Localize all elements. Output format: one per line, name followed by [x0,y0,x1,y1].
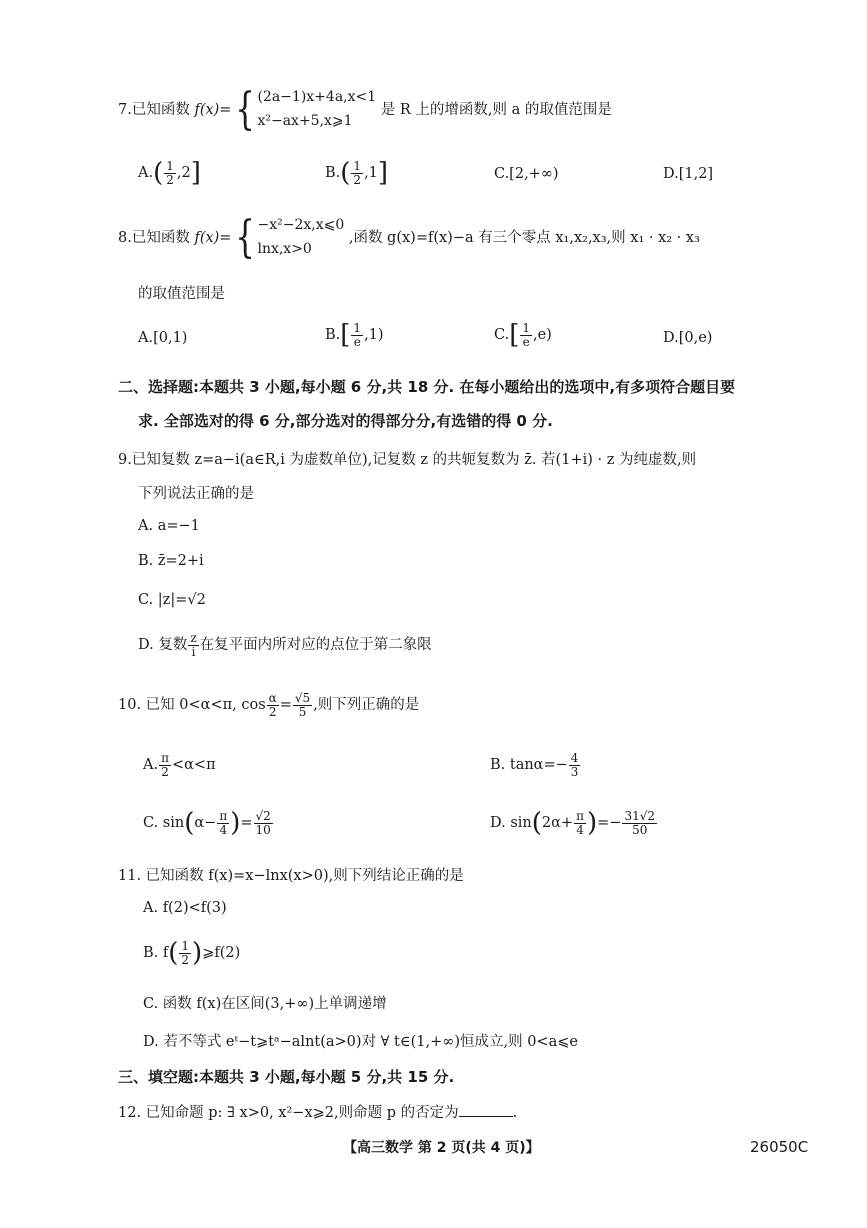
q8-case2: lnx,x>0 [257,240,312,257]
fraction [293,692,312,718]
paren: ) [192,938,203,969]
q9-option-b: B. z̄=2+i [138,553,204,569]
stem-prefix: 10. 已知 0<α<π, cos [118,697,266,714]
q9-option-d [138,632,432,658]
denominator: 2 [166,172,174,187]
numerator: 1 [353,159,362,173]
option-rest: ,2 [176,165,191,182]
numerator: π [219,809,228,823]
stem-end: . [512,1105,518,1121]
fraction [351,322,363,348]
q7-case1: (2a−1)x+4a,x<1 [257,89,377,105]
denominator: 2 [268,704,277,719]
section2-line2: 求. 全部选对的得 6 分,部分选对的得部分分,有选错的得 0 分. [138,412,553,430]
option-label: C. [494,327,510,344]
q8-suffix: ,函数 g(x)=f(x)−a 有三个零点 x₁,x₂,x₃,则 x₁ · x₂ · x₃ [348,229,700,246]
q8-option-b [325,320,384,351]
q11-option-d: D. 若不等式 eᵗ−t⩾tᵃ−alnt(a>0)对 ∀ t∈(1,+∞)恒成立,则 0<a⩽e [143,1034,578,1050]
paren: ( [184,808,195,839]
fraction [254,810,273,836]
option-prefix: D. sin [490,815,532,832]
denominator: 2 [353,172,362,187]
bracket: ] [190,158,201,189]
q11-option-c: C. 函数 f(x)在区间(3,+∞)上单调递增 [143,996,387,1012]
numerator: 4 [570,751,579,765]
q7-brace: { [235,83,256,135]
option-post: 在复平面内所对应的点位于第二象限 [199,637,432,654]
bracket: [ [509,320,520,351]
option-prefix: B. tanα=− [490,757,568,774]
denominator: e [522,334,530,349]
option-prefix: D. 复数 [138,637,188,654]
q7-option-c: C.[2,+∞) [494,166,559,182]
fraction [622,810,657,836]
q8-cases [257,214,344,262]
option-post: <α<π [171,757,216,774]
fraction [569,752,581,778]
denominator: 2 [181,952,190,967]
fraction [188,632,198,658]
denominator: 50 [632,822,648,837]
denominator: 4 [576,822,584,837]
bracket: ] [377,158,389,189]
exam-code: 26050C [750,1138,809,1156]
q10-stem [118,692,419,718]
paren: ( [153,158,164,189]
stem-text: 12. 已知命题 p: ∃ x>0, x²−x⩾2,则命题 p 的否定为 [118,1105,459,1121]
q8-option-a: A.[0,1) [138,330,188,346]
q11-stem: 11. 已知函数 f(x)=x−lnx(x>0),则下列结论正确的是 [118,868,464,884]
q10-option-d [490,808,658,839]
section3-heading: 三、填空题:本题共 3 小题,每小题 5 分,共 15 分. [118,1068,455,1086]
option-label: B. [325,165,341,182]
fraction [217,810,229,836]
q9-stem-line1: 9.已知复数 z=a−i(a∈R,i 为虚数单位),记复数 z 的共轭复数为 z̄. 若(1+i) · z 为纯虚数,则 [118,452,697,468]
q8-stem [118,211,700,263]
option-rest: ,e) [532,327,552,344]
q7-option-a [138,158,201,189]
paren: ) [586,808,598,839]
q7-stem [118,83,612,135]
numerator: 1 [166,159,174,173]
q7-suffix: 是 R 上的增函数,则 a 的取值范围是 [380,101,612,118]
q10-option-c [143,808,274,839]
q9-stem-line2: 下列说法正确的是 [138,486,254,502]
denominator: 5 [298,704,307,719]
option-rest: ,1) [364,327,384,344]
q7-option-b [325,158,389,189]
q8-stem-line2: 的取值范围是 [138,286,225,302]
q7-case2: x²−ax+5,x⩾1 [257,112,353,129]
numerator: π [576,809,584,823]
paren: ( [531,808,542,839]
section2-line1: 二、选择题:本题共 3 小题,每小题 6 分,共 18 分. 在每小题给出的选项中,有多项符合题目要 [118,378,736,396]
option-rest: ,1 [364,165,378,182]
q8-option-d: D.[0,e) [663,330,713,346]
q7-cases [257,86,376,134]
denominator: 2 [161,764,169,779]
q9-option-c: C. |z|=√2 [138,592,206,608]
answer-blank[interactable] [459,1102,513,1117]
numerator: 31√2 [624,809,655,823]
equals: = [279,697,292,714]
fraction [351,160,363,186]
denominator: i [191,644,196,659]
bracket: [ [340,320,351,351]
page-footer: 【高三数学 第 2 页(共 4 页)】 [343,1140,540,1156]
q7-option-d: D.[1,2] [663,166,714,182]
equals: =− [597,815,622,832]
paren: ( [168,938,179,969]
fraction [159,752,171,778]
q11-option-b [143,938,241,969]
inner: α− [194,815,217,832]
numerator: π [161,751,169,765]
q8-brace: { [235,211,256,263]
option-prefix: B. f [143,945,169,962]
denominator: 3 [570,764,579,779]
numerator: √2 [255,809,271,823]
numerator: 1 [522,321,530,335]
q7-prefix: 7.已知函数 [118,101,190,118]
q10-option-a [143,752,216,778]
fraction [164,160,176,186]
option-prefix: C. sin [143,815,185,832]
option-label: A. [138,165,154,182]
q8-case1: −x²−2x,x⩽0 [257,217,345,233]
numerator: α [268,691,277,705]
q12-stem [118,1101,517,1122]
equals: = [240,815,253,832]
q8-option-c [494,320,552,351]
inner: 2α+ [541,815,574,832]
numerator: 1 [353,321,362,335]
denominator: e [353,334,361,349]
q9-option-a: A. a=−1 [138,518,200,534]
option-post: ⩾f(2) [202,945,241,962]
q11-option-a: A. f(2)<f(3) [143,900,227,916]
fraction [520,322,532,348]
fraction [574,810,586,836]
numerator: z [190,631,197,645]
paren: ( [340,158,351,189]
q8-prefix: 8.已知函数 [118,229,190,246]
q7-function-lhs: f(x)= [194,101,232,118]
option-label: A. [143,757,159,774]
fraction [267,692,279,718]
numerator: 1 [181,939,190,953]
q10-option-b [490,752,581,778]
stem-post: ,则下列正确的是 [313,697,420,714]
option-label: B. [325,327,341,344]
q8-function-lhs: f(x)= [194,229,232,246]
paren: ) [230,808,241,839]
fraction [179,940,191,966]
numerator: √5 [294,691,311,705]
denominator: 10 [255,822,271,837]
denominator: 4 [219,822,228,837]
